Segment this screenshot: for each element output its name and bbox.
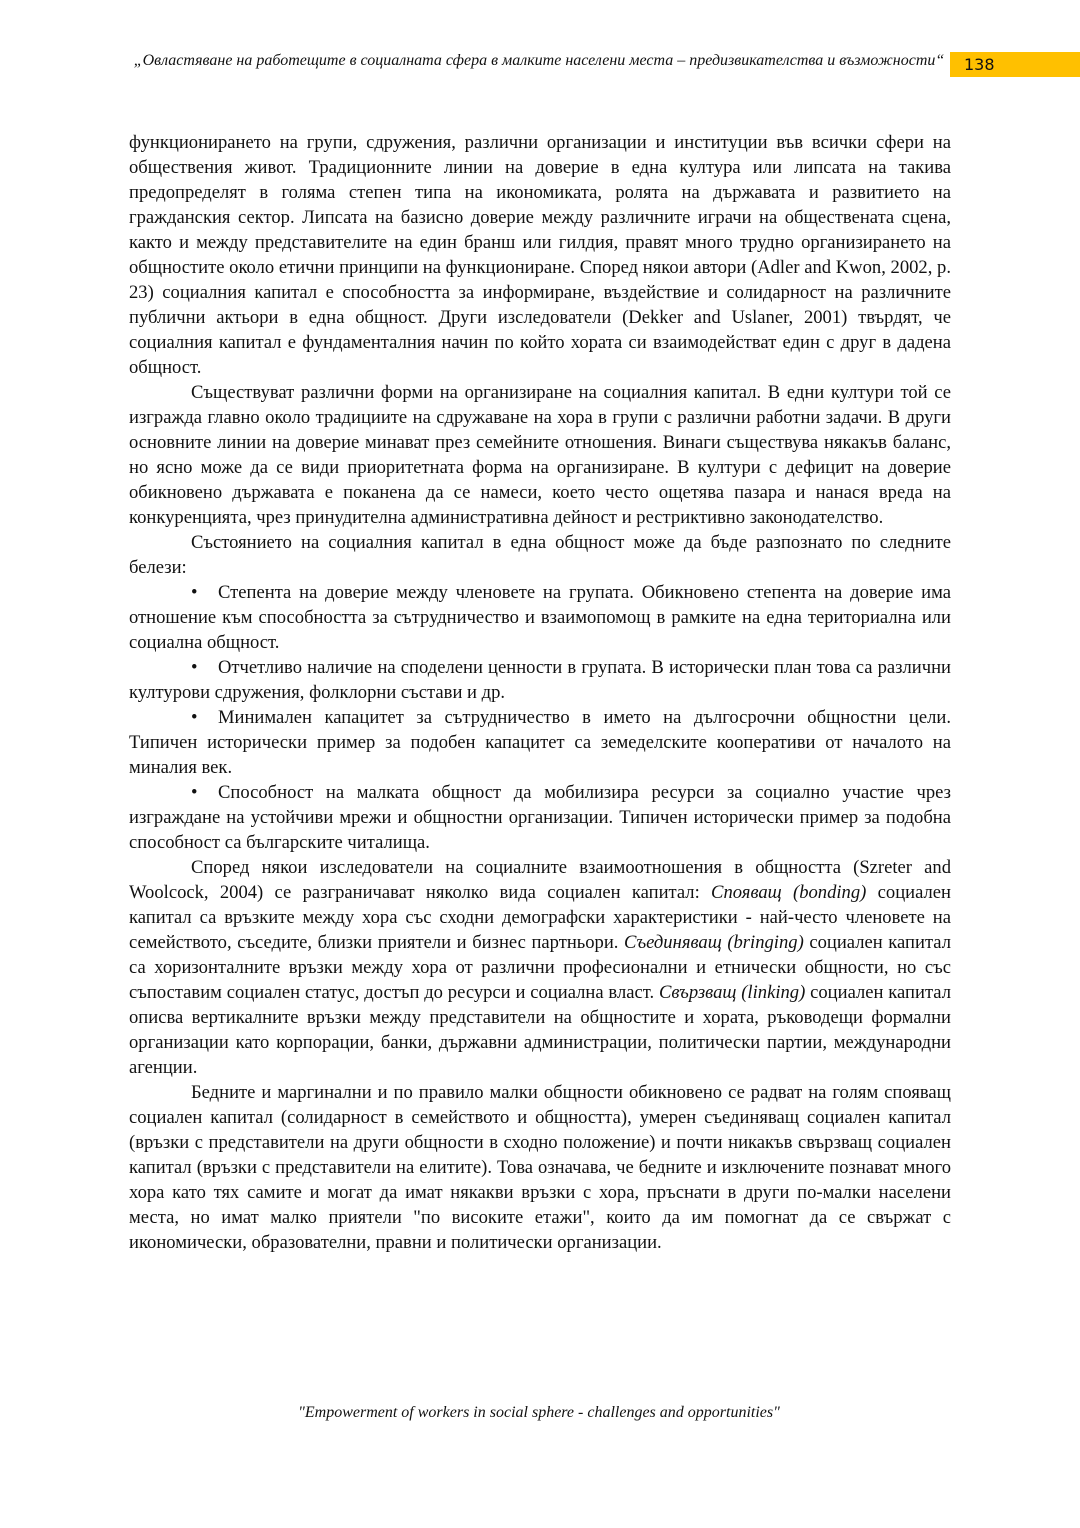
bullet-item-resources: • Способност на малката общност да мобилизира ресурси за социално участие чрез изграждане на устойчиви мрежи и общностни организации. Типичен исторически пример за подобна способност са българските читалища. — [129, 780, 951, 855]
paragraph-forms: Съществуват различни форми на организиране на социалния капитал. В едни култури той се изгражда главно около традициите на сдружаване на хора в групи с различни работни задачи. В други основните линии на доверие минават през семейните отношения. Винаги съществува някакъв баланс, но ясно може да се види приоритетната форма на организиране. В култури с дефицит на доверие обикновено държавата е поканена да се намеси, което често ощетява пазара и нанася вреда на конкуренцията, чрез принудителна административна дейност и рестриктивно законодателство. — [129, 382, 951, 528]
bullet-item-values: • Отчетливо наличие на споделени ценности в групата. В исторически план това са различни културови сдружения, фолклорни състави и др. — [129, 655, 951, 705]
bullet-item-capacity: • Минимален капацитет за сътрудничество в името на дългосрочни общностни цели. Типичен исторически пример за подобен капацитет са земеделските кооперативи от началото на миналия век. — [129, 705, 951, 780]
bullet-item-trust: • Степента на доверие между членовете на групата. Обикновено степента на доверие има отношение към способността за сътрудничество и взаимопомощ в рамките на една териториална или социална общност. — [129, 580, 951, 655]
term-bringing: Съединяващ (bringing) — [624, 932, 804, 953]
paragraph-state-intro: Състоянието на социалния капитал в една общност може да бъде разпознато по следните белези: — [129, 532, 951, 578]
page-number-badge: 138 — [950, 52, 1080, 77]
paragraph-continuation: функционирането на групи, сдружения, различни организации и институции във всички сфери на обществения живот. Традиционните линии на доверие в една култура или липсата на такива предопределят в голяма степен типа на икономиката, ролята на държавата и развитието на гражданския сектор. Липсата на базисно доверие между различните играчи на обществената сцена, както и между представителите на един бранш или гилдия, правят много трудно организирането на общностите около етични принципи на функциониране. Според някои автори (Adler and Kwon, 2002, p. 23) социалния капитал е способността за информиране, въздействие и солидарност на различните публични актьори в една общност. Други изследователи (Dekker and Uslaner, 2001) твърдят, че социалния капитал е фундаменталния начин по който хората си взаимодействат един с друг в дадена общност. — [129, 132, 951, 378]
text-run: Според някои изследователи на социалните взаимоотношения в общността (Szreter and Woolcock, 2004) се разграничават няколко вида социален капитал: — [129, 857, 951, 903]
text-run: социален капитал са хоризонталните връзки между хора от различни професионални и етнически общности, но със съпоставим социален статус, достъп до ресурси и социална власт. — [129, 932, 951, 1003]
document-body — [129, 130, 951, 1255]
text-run: социален капитал описва вертикалните връзки между представители на общностите и хората, ръководещи формални организации като корпорации, банки, държавни администрации, политически партии, международни агенции. — [129, 982, 952, 1078]
term-bonding: Спояващ (bonding) — [711, 882, 867, 903]
page-footer: "Empowerment of workers in social sphere - challenges and opportunities" — [298, 1404, 780, 1421]
term-linking: Свързващ (linking) — [658, 982, 806, 1003]
page-header-title: „Овластяване на работещите в социалната сфера в малките населени места – предизвикателства и възможности“ — [133, 52, 945, 69]
text-run: социален капитал са връзките между хора със сходни демографски характеристики - най-често членовете на семейството, съседите, близки приятели и бизнес партньори. — [129, 882, 952, 953]
paragraph-poor-communities: Бедните и маргинални и по правило малки общности обикновено се радват на голям спояващ социален капитал (солидарност в семейството и общността), умерен съединяващ социален капитал (връзки с представители на други общности в сходно положение) и почти никакъв свързващ социален капитал (връзки с представители на елитите). Това означава, че бедните и изключените познават много хора като тях самите и могат да имат някакви връзки с хора, пръснати в други по-малки населени места, но имат малко приятели "по високите етажи", които да им помогнат да се свържат с икономически, образователни, правни и политически организации. — [129, 1082, 951, 1253]
paragraph-capital-types — [129, 855, 951, 1080]
